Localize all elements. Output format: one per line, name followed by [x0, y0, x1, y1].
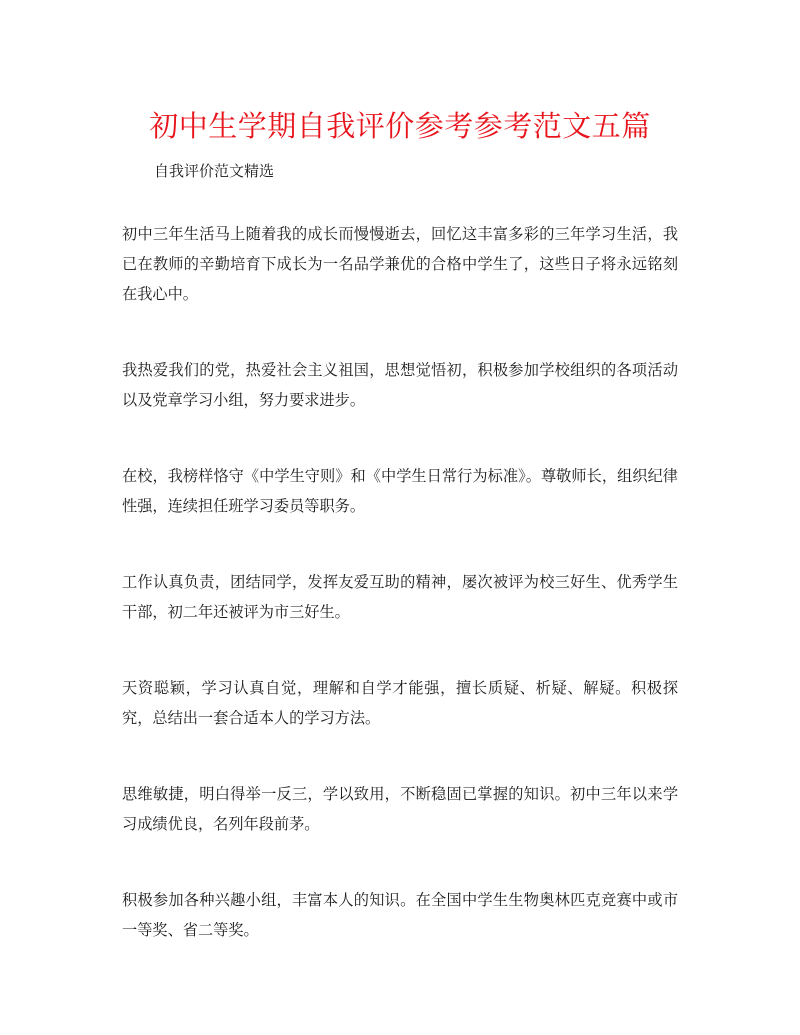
paragraph: 初中三年生活马上随着我的成长而慢慢逝去，回忆这丰富多彩的三年学习生活，我已在教师的辛勤培育下成长为一名品学兼优的合格中学生了，这些日子将永远铭刻在我心中。 — [122, 225, 678, 303]
paragraph: 积极参加各种兴趣小组，丰富本人的知识。在全国中学生生物奥林匹克竞赛中或市一等奖、省二等奖。 — [122, 891, 678, 939]
document-subtitle: 自我评价范文精选 — [154, 162, 275, 180]
document-title: 初中生学期自我评价参考参考范文五篇 — [149, 109, 651, 143]
paragraph: 天资聪颖，学习认真自觉，理解和自学才能强，擅长质疑、析疑、解疑。积极探究，总结出一套合适本人的学习方法。 — [122, 679, 678, 727]
paragraph: 思维敏捷，明白得举一反三，学以致用，不断稳固已掌握的知识。初中三年以来学习成绩优良，名列年段前茅。 — [122, 785, 678, 833]
paragraph: 在校，我榜样恪守《中学生守则》和《中学生日常行为标准》。尊敬师长，组织纪律性强，连续担任班学习委员等职务。 — [122, 467, 678, 515]
document-body — [122, 219, 678, 991]
paragraph: 我热爱我们的党，热爱社会主义祖国，思想觉悟初，积极参加学校组织的各项活动以及党章学习小组，努力要求进步。 — [122, 361, 678, 409]
paragraph: 工作认真负责，团结同学，发挥友爱互助的精神，屡次被评为校三好生、优秀学生干部，初二年还被评为市三好生。 — [122, 573, 678, 621]
